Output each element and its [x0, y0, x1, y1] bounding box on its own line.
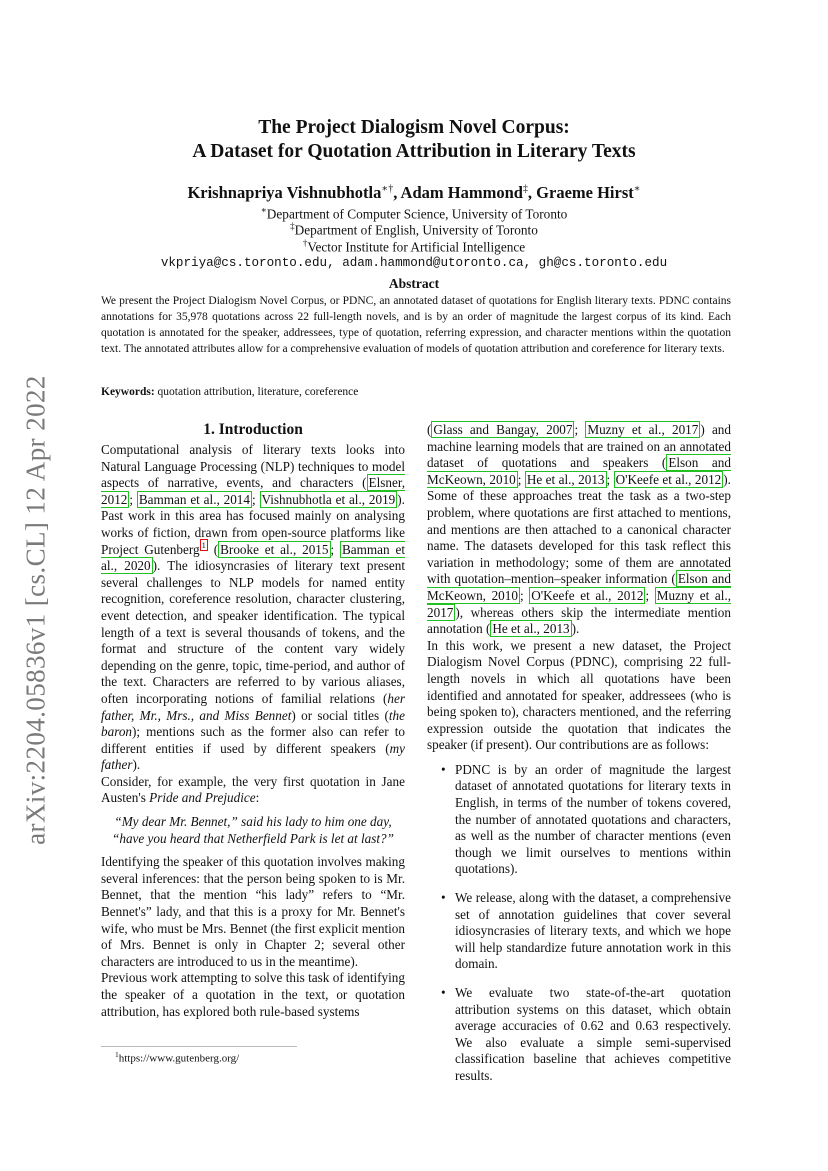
footnote-url[interactable]: https://www.gutenberg.org/	[118, 1052, 240, 1065]
keywords-text: quotation attribution, literature, coreference	[154, 386, 359, 398]
paper-title-line1: The Project Dialogism Novel Corpus:	[258, 117, 570, 138]
citation-link[interactable]: Elsner, 2012	[101, 475, 405, 507]
author-name: Krishnapriya Vishnubhotla	[187, 183, 382, 202]
section-heading-introduction: 1. Introduction	[203, 421, 303, 438]
author-mark: ∗†	[381, 183, 394, 195]
abstract-text: We present the Project Dialogism Novel Corpus, or PDNC, an annotated dataset of quotations for English literary texts. PDNC contains annotations for 35,978 quotations across 22 full-length novels, and is by an order of magnitude the largest corpus of its kind. Each quotation is annotated for the speaker, addressees, type of quotation, referring expression, and character mentions within the quotation text. The annotated attributes allow for a comprehensive evaluation of models of quotation attribution and coreference for literary texts.	[101, 295, 731, 355]
emphasis-text: the baron	[101, 707, 406, 740]
citation-link[interactable]: Muzny et al., 2017	[427, 587, 731, 620]
arxiv-id: arXiv:2204.05836v1 [cs.CL] 12 Apr 2022	[20, 375, 51, 845]
contributions-list	[427, 762, 731, 1085]
footnote	[115, 1050, 239, 1065]
quote-line-1: “My dear Mr. Bennet,” said his lady to him one day,	[114, 814, 392, 830]
citation-link[interactable]: Bamman et al., 2014	[138, 491, 250, 507]
author-emails[interactable]: vkpriya@cs.toronto.edu, adam.hammond@utoronto.ca, gh@cs.toronto.edu	[160, 256, 668, 270]
affiliation-english: ‡Department of English, University of Toronto	[290, 221, 538, 238]
intro-paragraph-5: ( Glass and Bangay, 2007 ; Muzny et al., 2017 ) and machine learning models that are trained on an annotated dataset of quotations and speakers ( Elson and McKeown, 2010 ; He et al., 2013 ; O'Keefe et al., 2012 ). Some of these approaches treat the task as a two-step problem, where quotations are first attached to mentions, and mentions are then attached to a canonical character name. The datasets developed for this task reflect this variation in methodology; some of them are annotated with quotation–mention–speaker information ( Elson and McKeown, 2010 ; O'Keefe et al., 2012 ; Muzny et al., 2017 ), whereas others skip the intermediate mention annotation ( He et al., 2013 ).	[427, 422, 731, 637]
quote-line-2: “have you heard that Netherfield Park is let at last?”	[112, 830, 394, 846]
footnote-mark: 1	[115, 1050, 119, 1059]
author-name: Adam Hammond	[400, 183, 523, 202]
abstract-heading: Abstract	[388, 276, 440, 291]
intro-paragraph-3: Identifying the speaker of this quotation involves making several inferences: that the person being spoken to is Mr. Bennet, that the mention “his lady” refers to “Mr. Bennet's” lady, and that this is a proxy for Mr. Bennet's wife, who must be Mrs. Bennet (the first explicit mention of Mrs. Bennet is only in Chapter 2; several other characters are introduced to us in the meantime).	[101, 854, 405, 969]
block-quote	[101, 814, 405, 847]
citation-link[interactable]: Glass and Bangay, 2007	[433, 422, 573, 437]
emphasis-text: Pride and Prejudice	[149, 790, 256, 806]
right-column	[427, 422, 731, 1097]
citation-link[interactable]: O'Keefe et al., 2012	[531, 587, 644, 603]
keywords-label: Keywords:	[101, 386, 155, 398]
citation-link[interactable]: Elson and McKeown, 2010	[427, 455, 731, 487]
affiliation-vector: †Vector Institute for Artificial Intelligence	[302, 238, 526, 255]
citation-link[interactable]: He et al., 2013	[492, 621, 570, 637]
contribution-item: • PDNC is by an order of magnitude the largest dataset of annotated quotations for literary texts in English, in terms of the number of tokens covered, the number of annotated quotations and characters, as well as the number of character mentions (even though we limit ourselves to mentions within quotations).	[441, 762, 731, 878]
contribution-item: • We release, along with the dataset, a comprehensive set of annotation guidelines that cover several idiosyncrasies of literary texts, and which we hope will help standardize future annotation work in this domain.	[441, 890, 731, 973]
intro-paragraph-6: In this work, we present a new dataset, the Project Dialogism Novel Corpus (PDNC), comprising 22 full-length novels in which all quotations have been identified and annotated for speaker, addressees (who is being spoken to), characters mentioned, and the referring expression outside the quotation that indicates the speaker (if present). Our contributions are as follows:	[427, 637, 731, 753]
affiliation-cs: ∗Department of Computer Science, University of Toronto	[260, 205, 568, 222]
emphasis-text: her father, Mr., Mrs., and Miss Bennet	[101, 690, 405, 723]
keywords	[101, 386, 731, 398]
footnote-divider	[101, 1046, 297, 1047]
citation-link[interactable]: Vishnubhotla et al., 2019	[261, 491, 396, 507]
intro-paragraph-1: Computational analysis of literary texts looks into Natural Language Processing (NLP) techniques to model aspects of narrative, events, and characters ( Elsner, 2012 ; Bamman et al., 2014 ; Vishnubhotla et al., 2019 ). Past work in this area has focused mainly on analysing works of fiction, drawn from open-source platforms like Project Gutenberg $^1$ ( Brooke et al., 2015 ; Bamman et al., 2020 ). The idiosyncrasies of literary text present several challenges to NLP models for named entity recognition, coreference resolution, character clustering, event detection, and speaker identification. The typical length of a text is several thousands of tokens, and the format and structure of the content vary widely depending on the genre, topic, time-period, and author of the text. Characters are referred to by various aliases, often incorporating notions of familial relations (her father, Mr., Mrs., and Miss Bennet) or social titles (the baron); mentions such as the former also can refer to different entities if used by different speakers (my father).	[101, 442, 406, 773]
author-list: Krishnapriya Vishnubhotla∗†, Adam Hammond‡, Graeme Hirst∗	[187, 183, 641, 202]
emphasis-text: my father	[101, 740, 405, 773]
intro-paragraph-2: Consider, for example, the very first quotation in Jane Austen's Pride and Prejudice:	[101, 773, 405, 806]
author-mark: ‡	[522, 183, 528, 195]
left-column	[101, 442, 405, 1020]
paper-title-line2: A Dataset for Quotation Attribution in Literary Texts	[192, 141, 636, 162]
contribution-item: • We evaluate two state-of-the-art quotation attribution systems on this dataset, which obtain average accuracies of 0.62 and 0.63 respectively. We also evaluate a simple semi-supervised classification baseline that achieves competitive results.	[441, 985, 731, 1085]
footnote-ref-link[interactable]: 1	[201, 540, 206, 551]
arxiv-sidebar	[16, 360, 56, 860]
citation-link[interactable]: Elson and McKeown, 2010	[427, 571, 731, 603]
citation-link[interactable]: O'Keefe et al., 2012	[615, 471, 722, 487]
author-name: Graeme Hirst	[536, 183, 634, 202]
author-mark: ∗	[633, 183, 641, 195]
citation-link[interactable]: Muzny et al., 2017	[587, 422, 699, 437]
citation-link[interactable]: He et al., 2013	[526, 471, 605, 487]
intro-paragraph-4: Previous work attempting to solve this task of identifying the speaker of a quotation in the text, or quotation attribution, has explored both rule-based systems	[101, 970, 405, 1019]
citation-link[interactable]: Bamman et al., 2020	[101, 541, 405, 574]
citation-link[interactable]: Brooke et al., 2015	[220, 541, 329, 557]
